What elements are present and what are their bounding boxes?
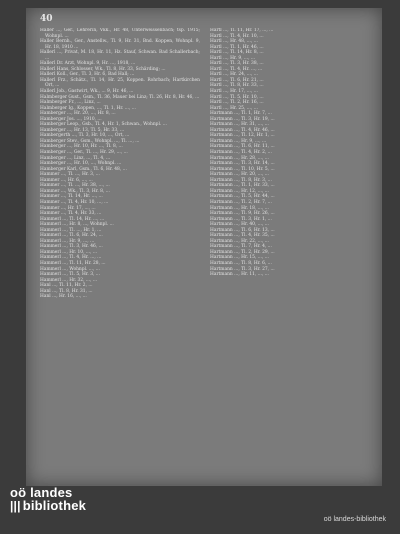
- directory-entry: Hammerl ..., Tl. 3, Hr. 46, ...: [40, 244, 103, 250]
- directory-entry: Hammerl ..., Tl. 11, Hr. 28, ...: [40, 260, 106, 266]
- directory-entry: Hartmann ..., Tl. 3, Hr. 14, ...: [210, 161, 275, 167]
- directory-entry: Hammerl ..., Hr. 32, ..., ...: [40, 277, 98, 283]
- directory-entry: Hartl ..., Hr. 9, ..., ...: [210, 55, 256, 61]
- directory-entry: Hartmann ..., Hr. 12, ..., ...: [210, 188, 269, 194]
- directory-entry: Hartmann ..., Tl. 4, Hr. 2, ...: [210, 150, 272, 156]
- directory-entry: Hallerl Koll., Ger., Tl. 3, Hr. 6, Bad Hall; ...: [40, 72, 135, 78]
- directory-entry: Hallerl Dr. Arzt, Wohnpl. 9, Hr. ..., 1918, ...: [40, 61, 136, 67]
- directory-entry: Hammer ..., Tl. 4, Hr. 33, ...: [40, 211, 102, 217]
- directory-entry: Hammerl ..., Wohnpl. ..., ...: [40, 266, 100, 272]
- directory-entry: Hartmann ..., Hr. 20, ..., ...: [210, 172, 269, 178]
- directory-entry: Hammerl ..., Tl. ..., Hr. 1, ...: [40, 227, 102, 233]
- footer-bar: [0, 486, 400, 534]
- directory-entry: Hammerl ..., Tl. 4, Hr. ..., ...: [40, 255, 102, 261]
- directory-entry: Hallerl Job., Gastwirt, Wk., ... 9, Hr. 46, ...: [40, 89, 134, 95]
- page-number: 40: [40, 14, 53, 24]
- directory-entry: Hammer ..., Tl. ..., Hr. 3, ...: [40, 172, 100, 178]
- directory-entry: Hartmann ..., Tl. 3, Hr. 27, ...: [210, 266, 275, 272]
- directory-entry: Hartmann ..., Tl. 1, Hr. 33, ...: [210, 183, 275, 189]
- directory-entry: Hammerl ..., Tl. 14, Hr. ..., ...: [40, 216, 105, 222]
- directory-entry: Hammerl ..., Tl. 5, Hr. 3, ...: [40, 272, 100, 278]
- directory-entry: Hartmann ..., Hr. 22, ..., ...: [210, 238, 269, 244]
- directory-entry: Hartmann ..., Tl. 7, Hr. 4, ...: [210, 244, 272, 250]
- directory-entry: Hammerl ..., Tl. 6, Hr. 24, ...: [40, 233, 103, 239]
- left-column: [40, 28, 200, 480]
- directory-entry: Hartmann ..., Hr. 28, ..., ...: [210, 155, 269, 161]
- directory-entry: Hamberger Karl, Gsm., Tl. 6, Hr. 48, ...: [40, 166, 127, 172]
- directory-entry: Hartmann ..., Tl. 6, Hr. 13, ...: [210, 227, 275, 233]
- directory-entry: Hartl ..., Tl. 3, Hr. 38, ...: [210, 61, 264, 67]
- directory-entry: Hartmann ..., Hr. 15, ..., ...: [210, 255, 269, 261]
- directory-entry: Hamberger ..., Hr. 13, Tl. 5, Hr. 33, ...: [40, 127, 125, 133]
- logo-line-2: [10, 499, 86, 513]
- directory-entry: Hartmann ..., Tl. 9, Hr. 26, ...: [210, 211, 275, 217]
- directory-entry: Hartmann ..., Tl. 8, Hr. 6, ...: [210, 260, 272, 266]
- directory-entry: Hammer ..., Tl. 4, Hr. 10, ..., ...: [40, 199, 109, 205]
- directory-entry: Hartl ..., Hr. 25, ..., ...: [210, 105, 258, 111]
- directory-entry: Hamberger Stev., Gsm., Wohnpl. ..., Tl. ..., ...: [40, 138, 140, 144]
- directory-entry: Hamberger Jos. ..., 1910, ...: [40, 116, 102, 122]
- directory-entry: Hammerl ..., Hr. 9, ..., ...: [40, 238, 95, 244]
- directory-entry: Hartmann ..., Tl. 12, Hr. 1, ...: [210, 133, 275, 139]
- library-logo: [10, 486, 86, 513]
- directory-entry: Hammer ..., Wk., Tl. 3, Hr. 8, ...: [40, 188, 110, 194]
- directory-entry: Hartl ..., Hr. 17, ..., ...: [210, 89, 258, 95]
- directory-entry: Hammer ..., Hr. 17, ..., ...: [40, 205, 96, 211]
- directory-entry: Hamberger Leop., Gsb., Tl. 4, Hr. 1, Schwan., Wohnpl. ...: [40, 122, 167, 128]
- directory-entry: Hartmann ..., Hr. 11, ..., ...: [210, 272, 269, 278]
- directory-entry: Hartmann ..., Hr. 40, ..., ...: [210, 222, 269, 228]
- directory-entry: Hallerl ..., Privat, M. 18, Hr. 11, Hz. Stauf, Schwan. Bad Schallerbach; ...: [40, 50, 200, 61]
- directory-entry: Hartmann ..., Tl. 3, Hr. 19, ...: [210, 116, 275, 122]
- directory-entry: Hamberger ..., Linz, ..., Tl. 4, ...: [40, 155, 111, 161]
- directory-entry: Hartmann ..., Tl. 10, Hr. 5, ...: [210, 166, 275, 172]
- directory-entry: Hartmann ..., Tl. 1, Hr. 7, ...: [210, 111, 272, 117]
- directory-entry: Hartl ..., Hr. 48, ..., ...: [210, 39, 258, 45]
- directory-entry: Haller ..., Ger., Lehrerin, Vkk., Hr. 48, Unterweissenbach; tsp. 1915; Wohnpl. ...: [40, 28, 200, 39]
- directory-entry: Hartl ..., Tl. 4, Hr. ..., ...: [210, 66, 263, 72]
- directory-entry: Halmberger Ig., Koppen, ..., Tl. 1, Hr. ..., ...: [40, 105, 136, 111]
- credit-text: oö landes-bibliothek: [323, 516, 386, 523]
- directory-entry: Hamberger ..., Hr. 10, ..., Wohnpl. ...: [40, 161, 122, 167]
- directory-entry: Hartmann ..., Hr. 9, ..., ...: [210, 138, 267, 144]
- bars-icon: |||: [10, 499, 21, 513]
- directory-entry: Haller Bernh., Ger., Anstellw., Tl. 9, Hr. 31, Bnd. Koppen, Wohnpl. 9, Hr. 18, 1910 ...: [40, 39, 200, 50]
- directory-entry: Hartmann ..., Tl. 4, Hr. 46, ...: [210, 127, 275, 133]
- directory-entry: Hamberger ..., Hr. 20, ..., Hr. 8, ...: [40, 111, 116, 117]
- directory-entry: Hartl ..., Tl. 6, Hr. 21, ...: [210, 77, 264, 83]
- directory-entry: Hartmann ..., Tl. 4, Hr. 35, ...: [210, 233, 275, 239]
- directory-entry: Hallerl Hans, Schlosser, Wk., Tl. 8, Hr. 33, Schärding; ...: [40, 66, 166, 72]
- directory-entry: Hanl ..., Tl. 11, Hr. 2, ...: [40, 283, 93, 289]
- directory-entry: Hanl ..., Hr. 16, ..., ...: [40, 294, 87, 300]
- directory-entry: Hammerl ..., Hr. 10, ..., ...: [40, 249, 98, 255]
- directory-entry: Hartl ..., Tl. 11, Hr. 17, ..., ...: [210, 28, 274, 33]
- scanned-page: [26, 8, 382, 486]
- directory-entry: Hartmann ..., Tl. 8, Hr. 3, ...: [210, 177, 272, 183]
- directory-entry: Hammer ..., Tl. ..., Hr. 38, ..., ...: [40, 183, 110, 189]
- directory-entry: Hartl ..., Tl. 4, Hr. 10, ...: [210, 33, 264, 39]
- directory-entry: Hammer ..., Hr. 6, ..., ...: [40, 177, 93, 183]
- directory-entry: Hartmann ..., Tl. 2, Hr. 29, ...: [210, 249, 275, 255]
- directory-entry: Hartl ..., Tl. 1, Hr. 46, ...: [210, 44, 264, 50]
- directory-entry: Hamberger ..., Hr. 10, Hr. ..., Tl. 8, ...: [40, 144, 123, 150]
- directory-entry: Hanl ..., Tl. 8, Hr. 31, ...: [40, 288, 93, 294]
- directory-entry: Hartmann ..., Hr. 18, ..., ...: [210, 205, 269, 211]
- directory-entry: Halmberger Gust., Gsm., Tl. 36, Mauer bei Linz; Tl. 26, Hr. 8, Hr. 46, ...: [40, 94, 200, 100]
- directory-entry: Hammer ..., Tl. 14, Hr. ..., ...: [40, 194, 103, 200]
- directory-entry: Hartl ..., Tl. 5, Hr. 10, ...: [210, 94, 264, 100]
- directory-entry: Hambergerth ..., Tl. 3, Hr. 10, ..., Ort, ...: [40, 133, 130, 139]
- logo-line-2-text: bibliothek: [22, 498, 87, 513]
- directory-entry: Hallerl Frz., Schätz., Tl. 14, Hr. 25, Koppen. Rohrbach; Hartkirchen Ort, ...: [40, 77, 200, 89]
- directory-entry: Halmberger Fr., ..., Linz, ...: [40, 100, 101, 106]
- directory-entry: Hartl ..., Tl. 8, Hr. 33, ...: [210, 83, 264, 89]
- directory-entry: Hartl ..., Hr. 24, ..., ...: [210, 72, 258, 78]
- directory-entry: Hartmann ..., Tl. 6, Hr. 11, ...: [210, 144, 275, 150]
- directory-entry: Hartmann ..., Tl. 3, Hr. 1, ...: [210, 216, 272, 222]
- directory-entry: Hartmann ..., Tl. 5, Hr. 44, ...: [210, 194, 275, 200]
- directory-entry: Hartl ..., Tl. 14, Hr. 8, ...: [210, 50, 264, 56]
- logo-line-1: oö landes: [10, 485, 73, 500]
- directory-entry: Hammerl ..., Hr. 8, ..., Wohnpl. ...: [40, 222, 114, 228]
- directory-entry: Hartl ..., Tl. 2, Hr. 16, ...: [210, 100, 264, 106]
- directory-entry: Hartmann ..., Tl. 2, Hr. 7, ...: [210, 199, 272, 205]
- directory-entry: Hamberger ..., Ger., Tl. ..., Hr. 29, ..., ...: [40, 150, 128, 156]
- right-column: [210, 28, 370, 480]
- directory-entry: Hartmann ..., Hr. 31, ..., ...: [210, 122, 269, 128]
